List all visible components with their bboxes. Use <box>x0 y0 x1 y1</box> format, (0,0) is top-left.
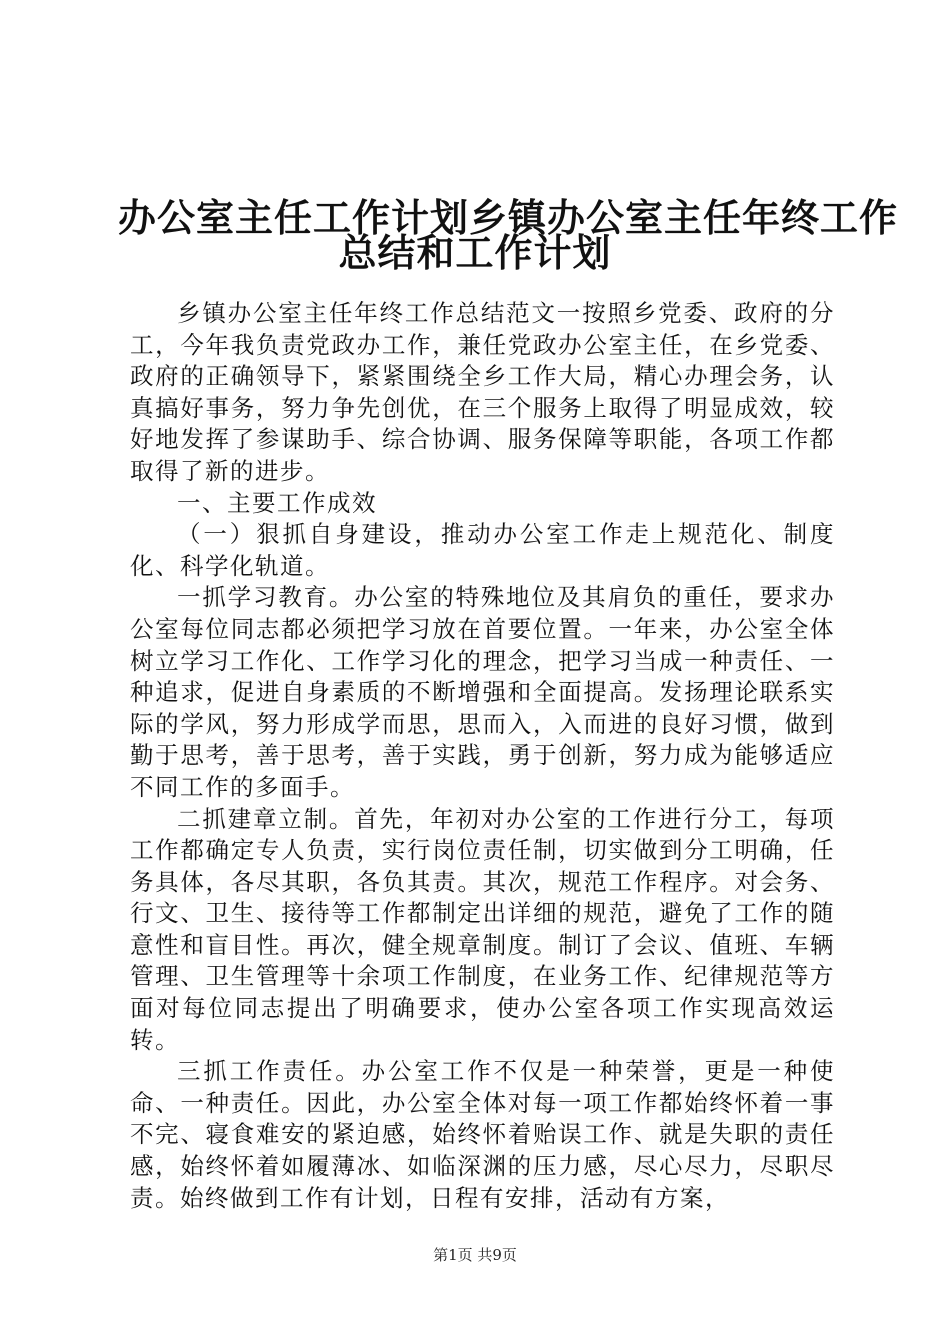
paragraph-study: 一抓学习教育。办公室的特殊地位及其肩负的重任，要求办公室每位同志都必须把学习放在首要位置。一年来，办公室全体树立学习工作化、工作学习化的理念，把学习当成一种责任、一种追求，促进自身素质的不断增强和全面提高。发扬理论联系实际的学风，努力形成学而思，思而入，入而进的良好习惯，做到勤于思考，善于思考，善于实践，勇于创新，努力成为能够适应不同工作的多面手。 <box>130 583 835 801</box>
document-title-line-2: 总结和工作计划 <box>338 231 612 275</box>
document-title-line-1: 办公室主任工作计划乡镇办公室主任年终工作 <box>118 196 899 240</box>
document-body <box>130 298 835 1214</box>
paragraph-intro: 乡镇办公室主任年终工作总结范文一按照乡党委、政府的分工，今年我负责党政办工作，兼任党政办公室主任，在乡党委、政府的正确领导下，紧紧围绕全乡工作大局，精心办理会务，认真搞好事务，努力争先创优，在三个服务上取得了明显成效，较好地发挥了参谋助手、综合协调、服务保障等职能，各项工作都取得了新的进步。 <box>130 299 835 485</box>
page-number: 第1页 共9页 <box>433 1246 517 1264</box>
subsection-heading: （一）狠抓自身建设，推动办公室工作走上规范化、制度化、科学化轨道。 <box>130 520 835 580</box>
paragraph-responsibility: 三抓工作责任。办公室工作不仅是一种荣誉，更是一种使命、一种责任。因此，办公室全体对每一项工作都始终怀着一事不完、寝食难安的紧迫感，始终怀着贻误工作、就是失职的责任感，始终怀着如履薄冰、如临深渊的压力感，尽心尽力，尽职尽责。始终做到工作有计划，日程有安排，活动有方案， <box>130 1057 835 1212</box>
paragraph-rules: 二抓建章立制。首先，年初对办公室的工作进行分工，每项工作都确定专人负责，实行岗位责任制，切实做到分工明确，任务具体，各尽其职，各负其责。其次，规范工作程序。对会务、行文、卫生、接待等工作都制定出详细的规范，避免了工作的随意性和盲目性。再次，健全规章制度。制订了会议、值班、车辆管理、卫生管理等十余项工作制度，在业务工作、纪律规范等方面对每位同志提出了明确要求，使办公室各项工作实现高效运转。 <box>130 804 835 1054</box>
section-heading: 一、主要工作成效 <box>177 488 377 517</box>
